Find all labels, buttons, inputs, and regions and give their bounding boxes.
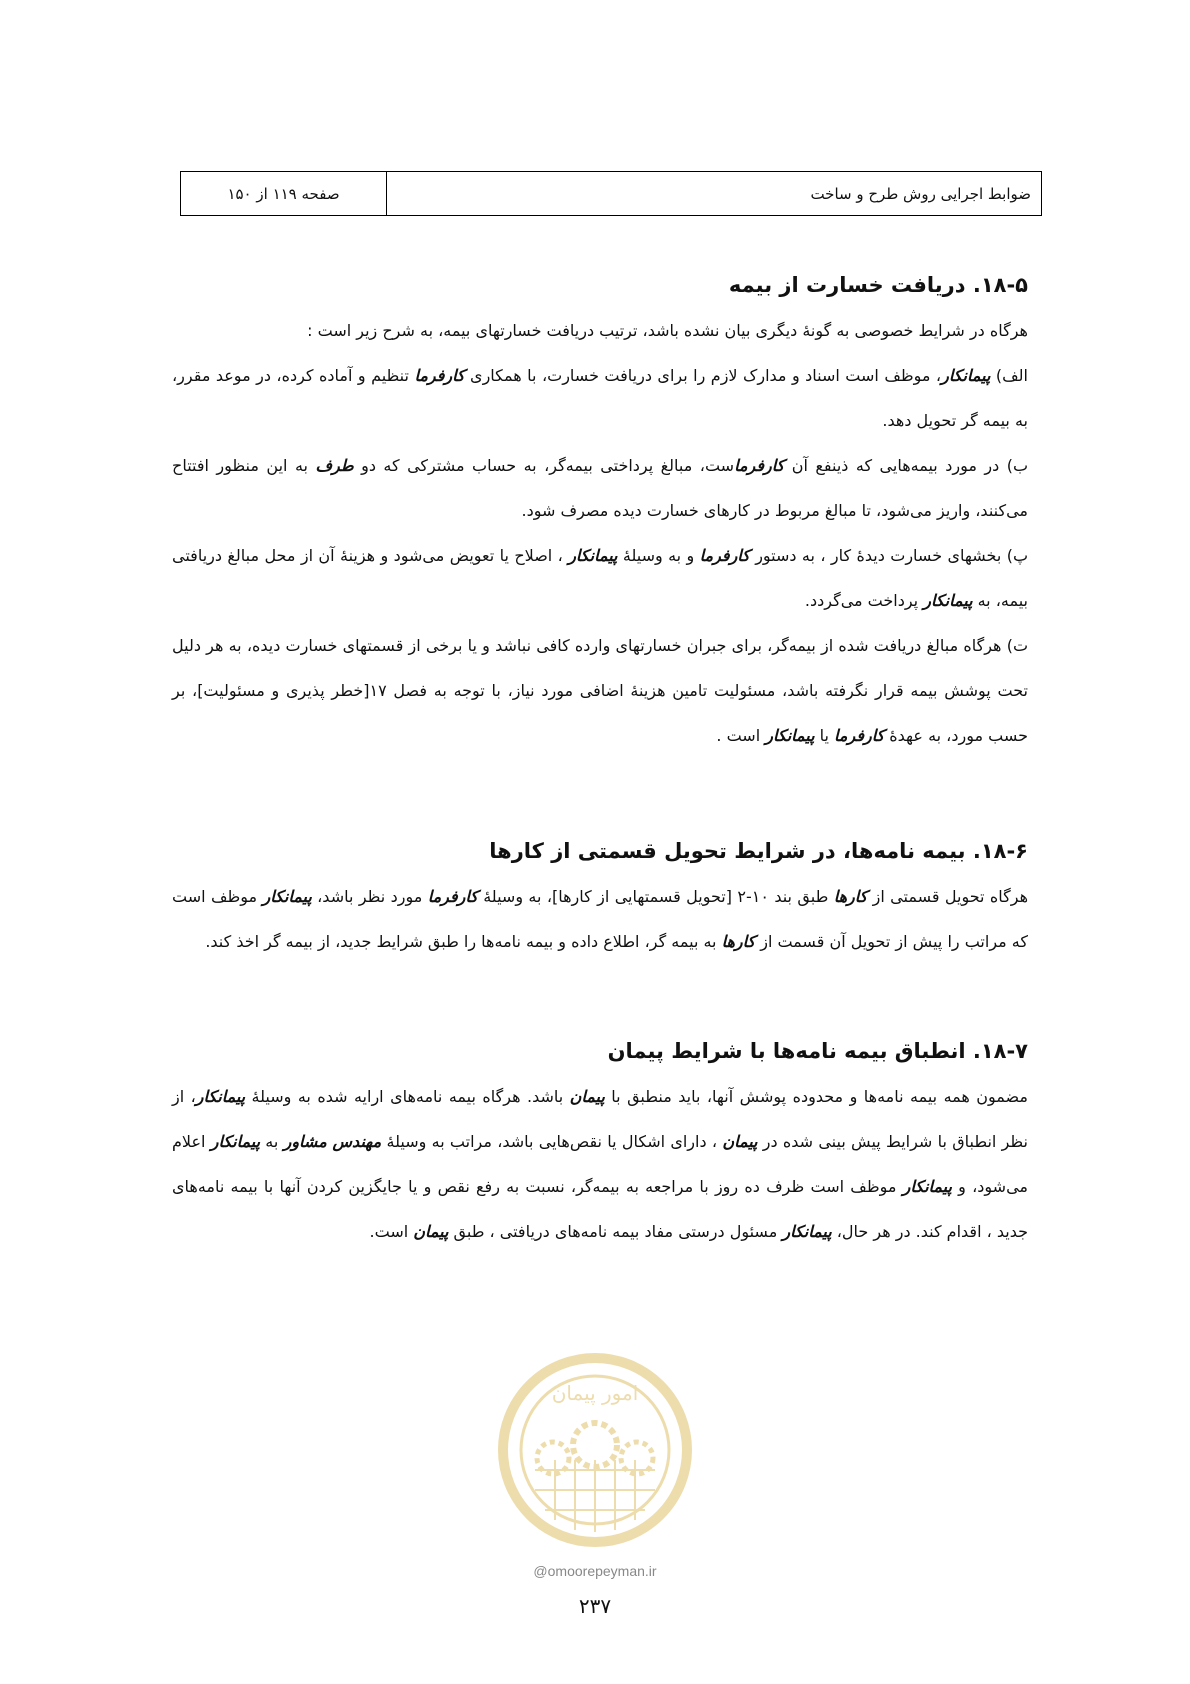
section-18-7-title: ۱۸-۷. انطباق بیمه نامه‌ها با شرایط پیمان	[607, 1039, 1028, 1063]
section-18-7-body	[172, 1074, 1028, 1254]
term-contract: پیمان	[569, 1087, 605, 1106]
term-contractor: پیمانکار	[782, 1222, 832, 1241]
section-18-5-intro: هرگاه در شرایط خصوصی به گونهٔ دیگری بیان نشده باشد، ترتیب دریافت خسارتهای بیمه، به شرح زیر است :	[307, 321, 1028, 340]
text: الف)	[990, 366, 1029, 385]
text: پ) بخشهای خسارت دیدهٔ کار ، به دستور	[749, 546, 1029, 565]
term-works: کارها	[721, 932, 756, 951]
term-contract: پیمان	[722, 1132, 758, 1151]
term-party: طرف	[315, 456, 354, 475]
text: موظف است که مراتب را پیش از تحویل آن قسمت از	[172, 887, 1028, 951]
watermark-site-text: omoorepeyman.ir	[547, 1563, 657, 1579]
watermark-logo	[495, 1350, 695, 1550]
section-18-6-title: ۱۸-۶. بیمه نامه‌ها، در شرایط تحویل قسمتی از کارها	[489, 839, 1028, 863]
text: باشد. هرگاه بیمه نامه‌های ارایه شده به وسیلهٔ	[245, 1087, 570, 1106]
logo-text: امور پیمان	[551, 1381, 639, 1405]
watermark-site: @omoorepeyman.ir	[533, 1563, 657, 1579]
term-employer: کارفرما	[734, 456, 785, 475]
text: به بیمه گر، اطلاع داده و بیمه نامه‌ها را طبق شرایط جدید، از بیمه گر اخذ کند.	[205, 932, 722, 951]
text: پرداخت می‌گردد.	[804, 591, 924, 610]
term-contractor: پیمانکار	[195, 1087, 246, 1106]
text: ، موظف است اسناد و مدارک لازم را برای دریافت خسارت، با همکاری	[464, 366, 942, 385]
text: به این منظور افتتاح می‌کنند، واریز می‌شود، تا مبالغ مربوط در کارهای خسارت دیده مصرف شود.	[172, 456, 1028, 520]
text: اعلام می‌شود، و	[172, 1132, 1028, 1196]
term-contractor: پیمانکار	[902, 1177, 952, 1196]
spacer	[172, 758, 1028, 828]
text: ، از نظر انطباق با شرایط پیش بینی شده در	[172, 1087, 1029, 1151]
section-18-5-title: ۱۸-۵. دریافت خسارت از بیمه	[728, 273, 1028, 297]
page-number: ۲۳۷	[578, 1594, 612, 1618]
term-employer: کارفرما	[834, 726, 885, 745]
text: طبق بند ۱۰-۲ [تحویل قسمتهایی از کارها]، به وسیلهٔ	[477, 887, 834, 906]
term-contractor: پیمانکار	[941, 366, 991, 385]
term-contractor: پیمانکار	[923, 591, 973, 610]
page-reference: صفحه ۱۱۹ از ۱۵۰	[181, 172, 387, 215]
text: هرگاه تحویل قسمتی از	[867, 887, 1029, 906]
text: ب) در مورد بیمه‌هایی که ذینفع آن	[784, 456, 1029, 475]
text: مضمون همه بیمه نامه‌ها و محدوده پوشش آنها، باید منطبق با	[604, 1087, 1028, 1106]
text: ست، مبالغ پرداختی بیمه‌گر، به حساب مشترکی که دو	[353, 456, 735, 475]
term-employer: کارفرما	[414, 366, 465, 385]
section-18-5-item-te	[172, 623, 1028, 758]
term-contractor: پیمانکار	[568, 546, 618, 565]
term-contractor: پیمانکار	[262, 887, 312, 906]
text: است .	[716, 726, 766, 745]
logo-grid	[535, 1460, 655, 1532]
page-header	[180, 171, 1042, 216]
term-contractor: پیمانکار	[765, 726, 815, 745]
section-18-5-item-be	[172, 443, 1028, 533]
term-contract: پیمان	[413, 1222, 449, 1241]
term-employer: کارفرما	[427, 887, 478, 906]
term-employer: کارفرما	[699, 546, 750, 565]
text: مسئول درستی مفاد بیمه نامه‌های دریافتی ، طبق	[448, 1222, 783, 1241]
term-consulting-engineer: مهندس مشاور	[283, 1132, 382, 1151]
text: به	[260, 1132, 284, 1151]
text: ت) هرگاه مبالغ دریافت شده از بیمه‌گر، برای جبران خسارتهای وارده کافی نباشد و یا برخی از قسمتهای خسارت دیده، به هر دلیل تحت پوشش بیمه قرار نگرفته باشد، مسئولیت تامین هزینهٔ اضافی مورد نیاز، با توجه به فصل ۱۷[خطر پذیری و مسئولیت]، بر حسب مورد، به عهدهٔ	[172, 636, 1028, 745]
document-body	[172, 262, 1028, 1254]
spacer	[172, 964, 1028, 1028]
section-18-5-item-alef	[172, 353, 1028, 443]
text: ، اصلاح یا تعویض می‌شود و هزینهٔ آن از محل مبالغ دریافتی بیمه، به	[172, 546, 1028, 610]
text: و به وسیلهٔ	[617, 546, 700, 565]
document-title: ضوابط اجرایی روش طرح و ساخت	[810, 184, 1031, 203]
text: مورد نظر باشد،	[311, 887, 428, 906]
text: ، دارای اشکال یا نقص‌هایی باشد، مراتب به وسیلهٔ	[381, 1132, 723, 1151]
text: یا	[814, 726, 835, 745]
text: است.	[369, 1222, 414, 1241]
term-contractor: پیمانکار	[210, 1132, 261, 1151]
text: تنظیم و آماده کرده، در موعد مقرر، به بیمه گر تحویل دهد.	[172, 366, 1028, 430]
section-18-6-body	[172, 874, 1028, 964]
term-works: کارها	[833, 887, 868, 906]
text: موظف است ظرف ده روز با مراجعه به بیمه‌گر، نسبت به رفع نقص و یا جایگزین کردن آنها با بیمه نامه‌های جدید ، اقدام کند. در هر حال،	[172, 1177, 1028, 1241]
section-18-5-item-pe	[172, 533, 1028, 623]
